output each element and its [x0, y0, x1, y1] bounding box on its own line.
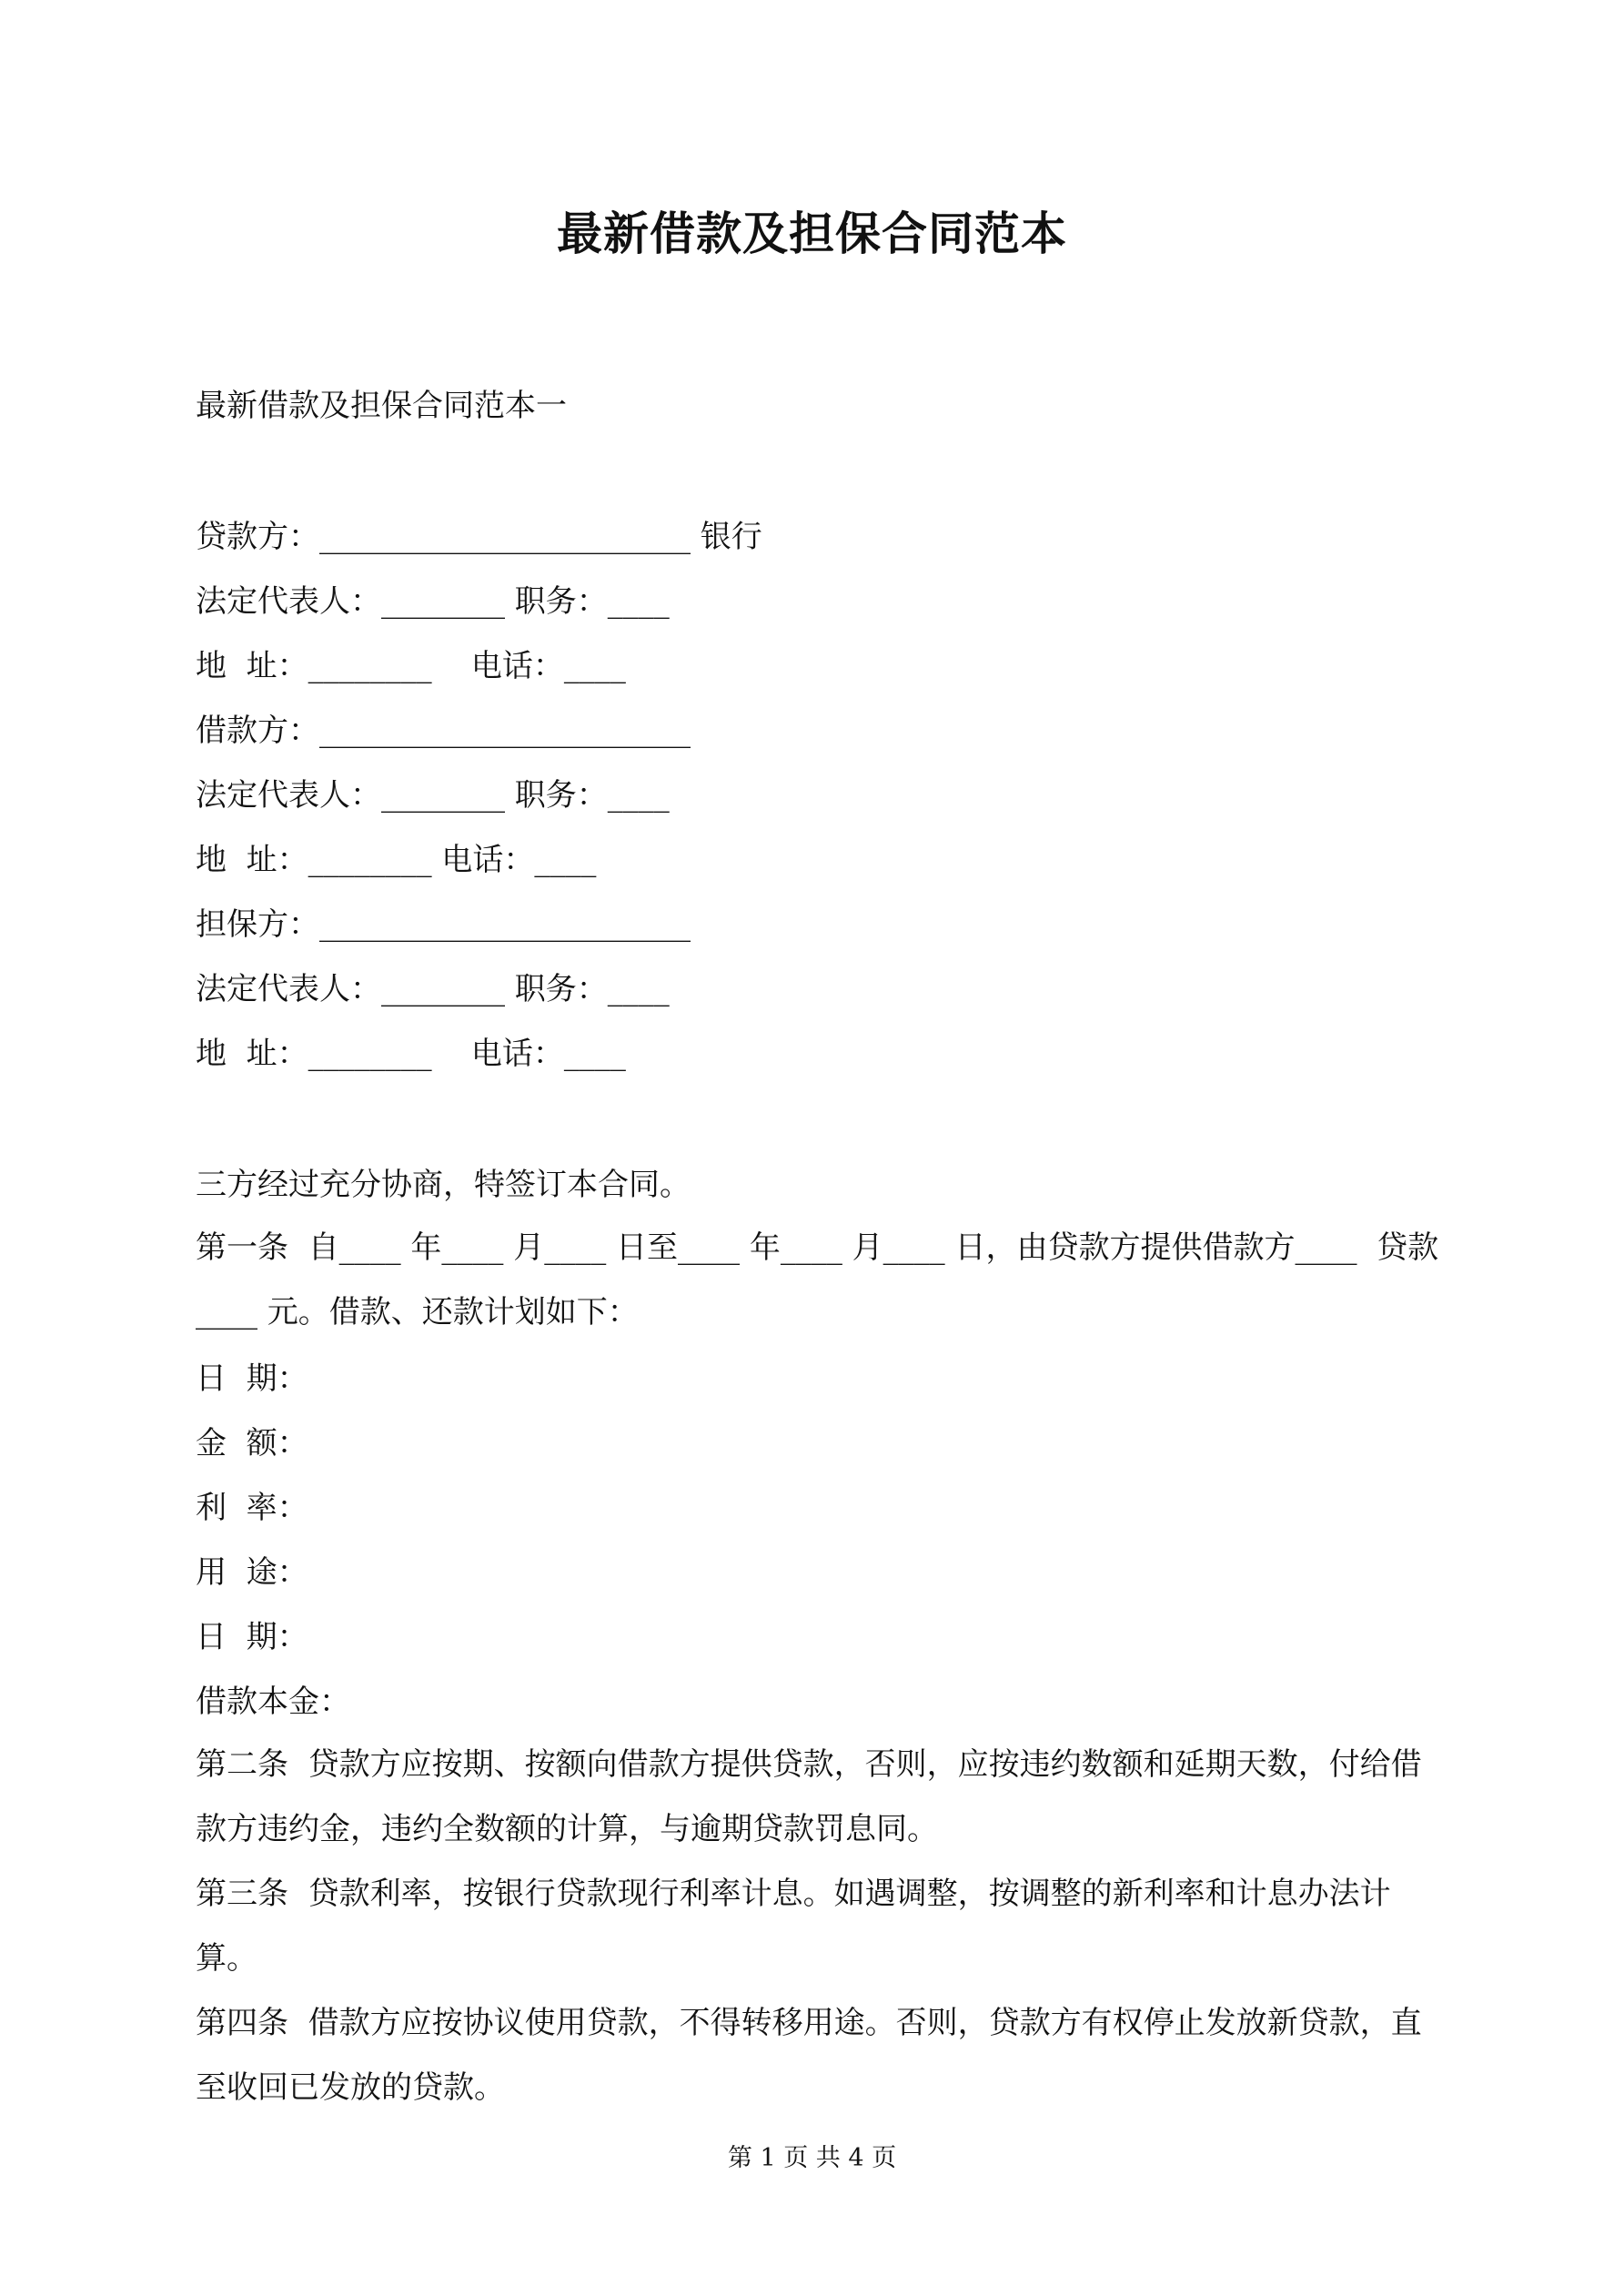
borrower-representative-line: 法定代表人：________ 职务：____ — [196, 777, 670, 814]
page-number-footer: 第 1 页 共 4 页 — [727, 2144, 897, 2172]
guarantor-representative-line: 法定代表人：________ 职务：____ — [196, 971, 670, 1007]
guarantor-address-line: 地 址：________ 电话：____ — [196, 1036, 626, 1072]
plan-item-purpose: 用 途： — [196, 1554, 308, 1591]
plan-item-rate: 利 率： — [196, 1490, 308, 1526]
plan-item-amount: 金 额： — [196, 1425, 308, 1462]
lender-representative-line: 法定代表人：________ 职务：____ — [196, 583, 670, 620]
article-3-paragraph: 第三条 贷款利率，按银行贷款现行利率计息。如遇调整，按调整的新利率和计息办法计算。 — [196, 1876, 1391, 1977]
document-title: 最新借款及担保合同范本 — [557, 207, 1067, 260]
plan-item-principal: 借款本金： — [196, 1684, 350, 1720]
article-2-paragraph: 第二条 贷款方应按期、按额向借款方提供贷款，否则，应按违约数额和延期天数，付给借款方违约金，违约全数额的计算，与逾期贷款罚息同。 — [196, 1746, 1422, 1847]
plan-item-date-2: 日 期： — [196, 1619, 308, 1655]
lender-name-line: 贷款方：________________________ 银行 — [196, 519, 762, 555]
guarantor-name-line: 担保方：________________________ — [196, 906, 691, 943]
borrower-address-line: 地 址：________ 电话：____ — [196, 842, 597, 878]
article-4-paragraph: 第四条 借款方应按协议使用贷款，不得转移用途。否则，贷款方有权停止发放新贷款，直至收回已发放的贷款。 — [196, 2005, 1422, 2106]
lender-address-line: 地 址：________ 电话：____ — [196, 648, 626, 684]
plan-item-date: 日 期： — [196, 1360, 308, 1397]
borrower-name-line: 借款方：________________________ — [196, 713, 691, 749]
article-1-paragraph: 第一条 自____ 年____ 月____ 日至____ 年____ 月____ 日，由贷款方提供借款方____ 贷款____ 元。借款、还款计划如下： — [196, 1229, 1439, 1330]
intro-paragraph: 三方经过充分协商，特签订本合同。 — [196, 1167, 691, 1203]
document-subtitle: 最新借款及担保合同范本一 — [196, 388, 567, 424]
